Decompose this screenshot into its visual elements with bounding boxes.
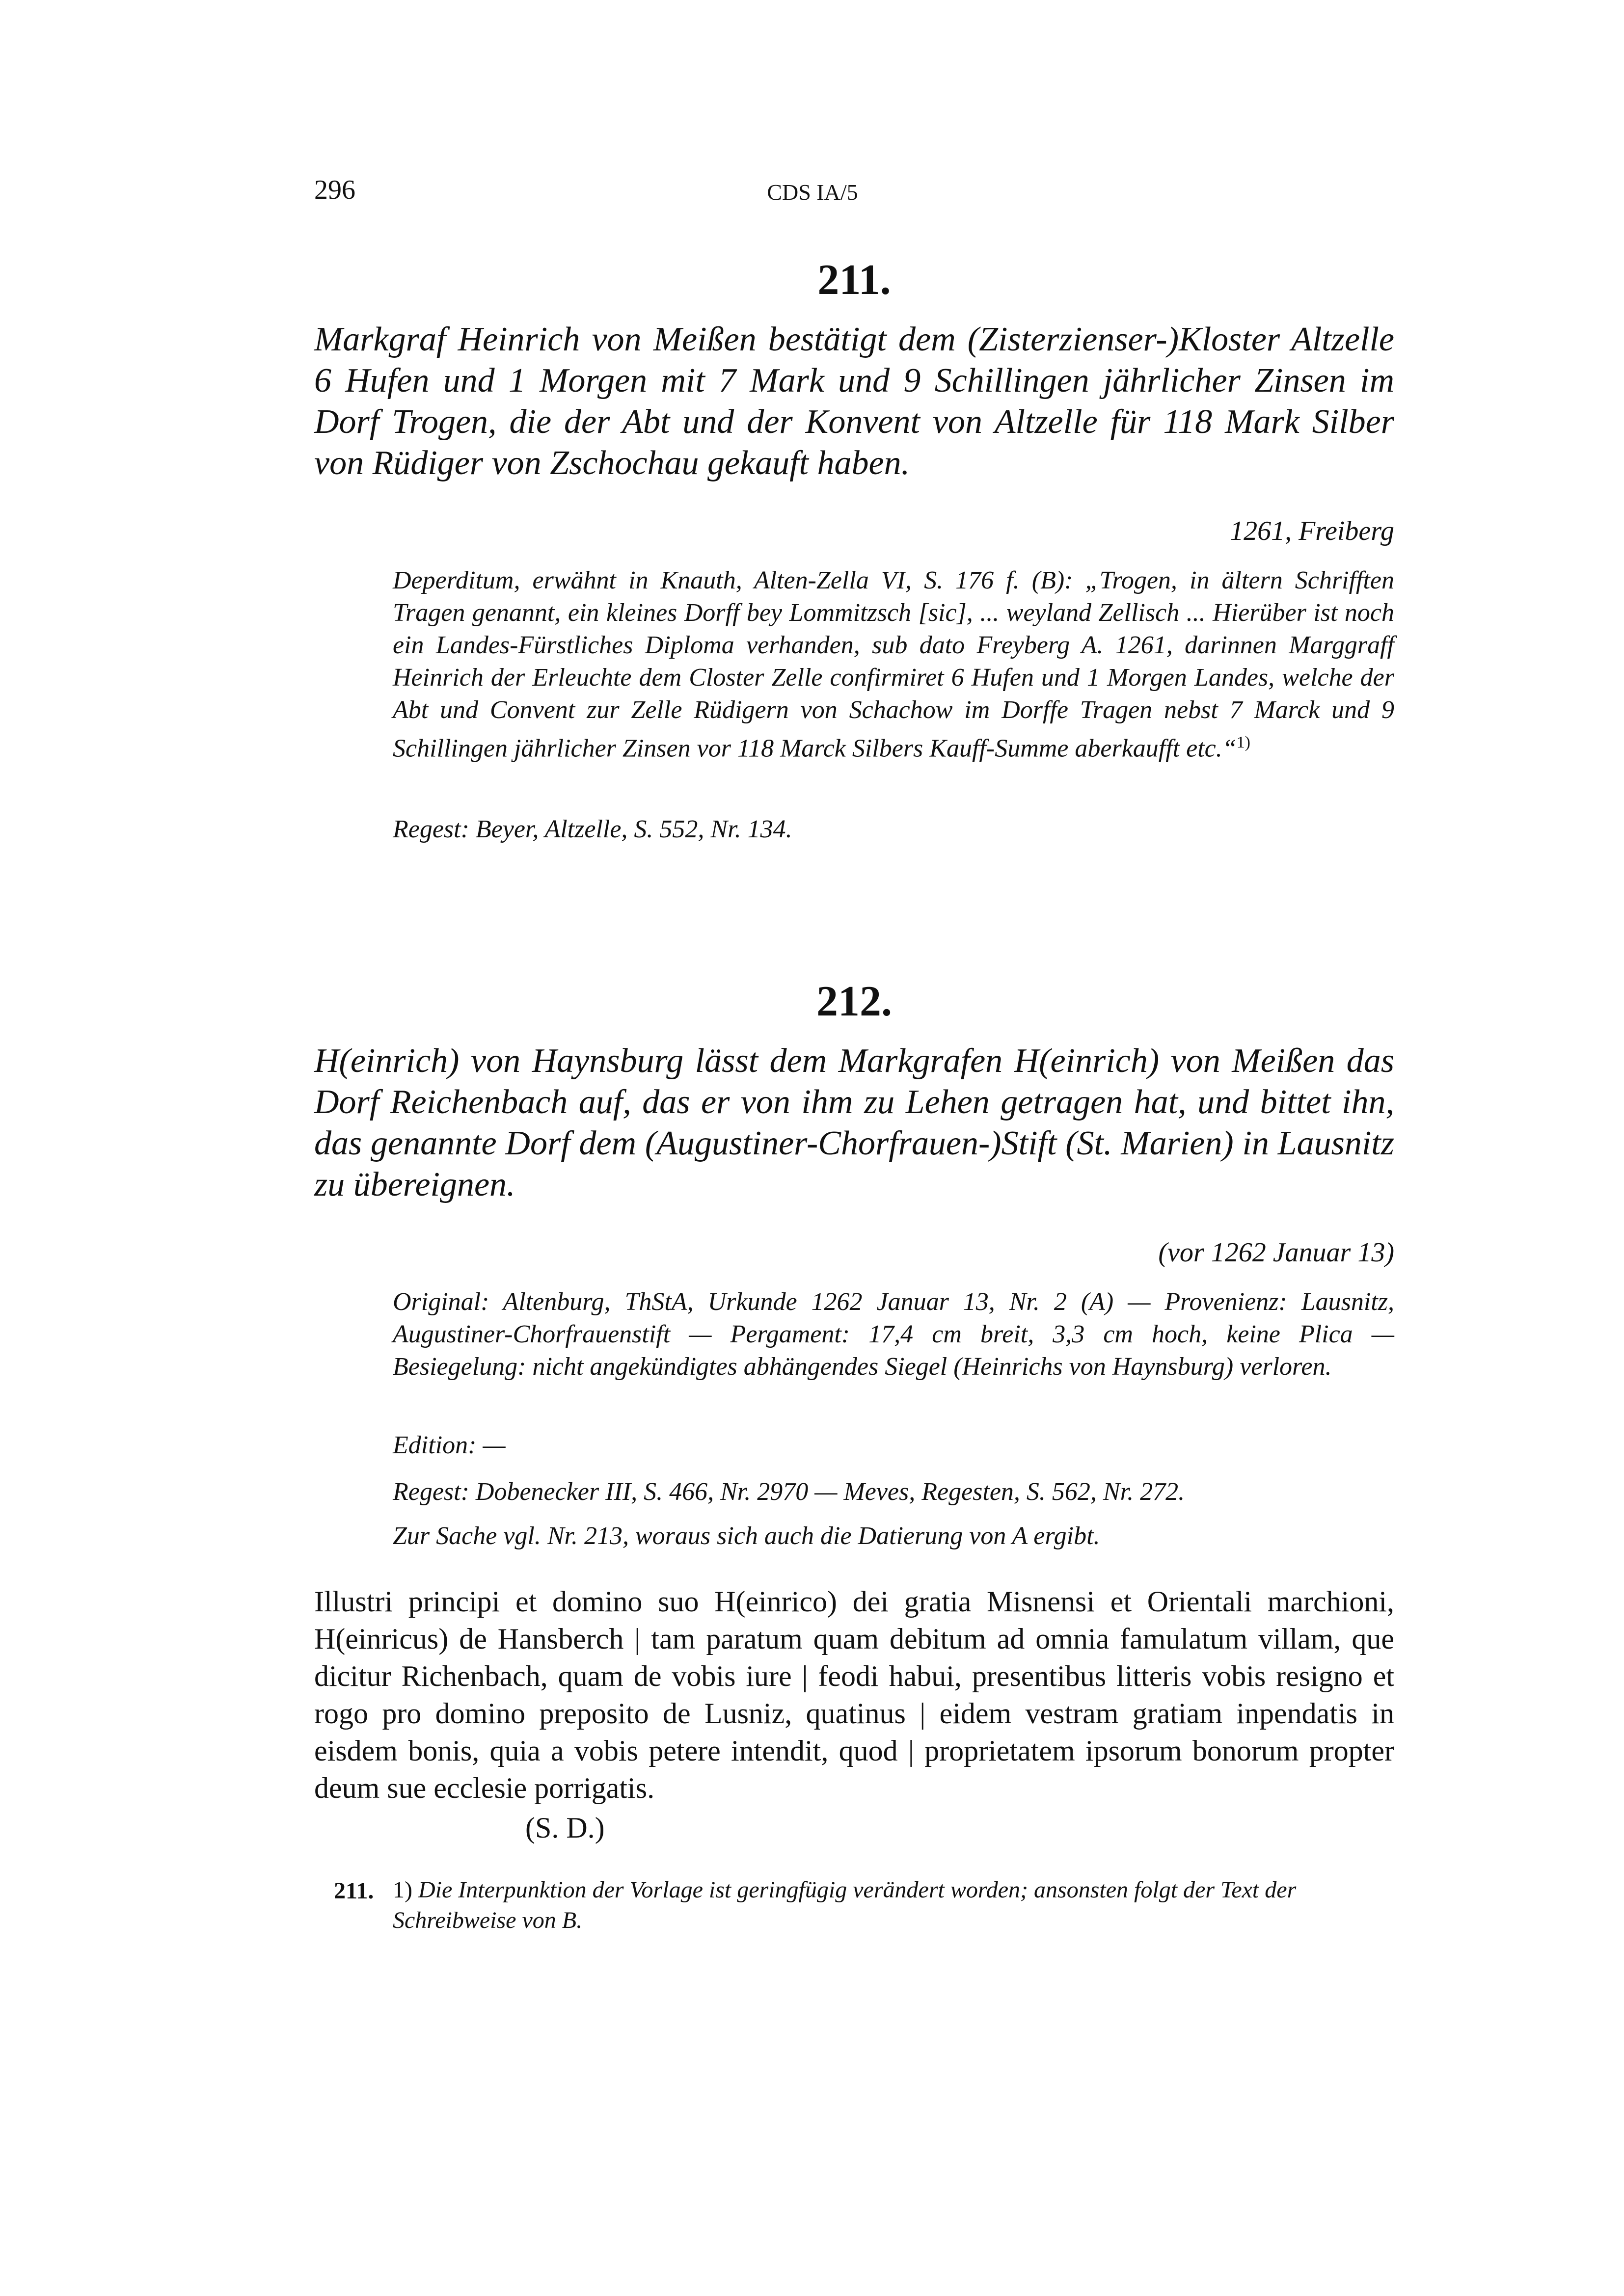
footnote-text [393,1875,1394,1936]
regest-212: Regest: Dobenecker III, S. 466, Nr. 2970 — Meves, Regesten, S. 562, Nr. 272. [393,1478,1185,1506]
page-number: 296 [314,175,355,205]
document-summary-212: H(einrich) von Haynsburg lässt dem Markgrafen H(einrich) von Meißen das Dorf Reichenbach auf, das er von ihm zu Lehen getragen hat, und bittet ihn, das genannte Dorf dem (Augustiner-Chorfrauen-)Stift (St. Marien) in Lausnitz zu übereignen. [314,1042,1394,1203]
footnote-body: Die Interpunktion der Vorlage ist geringfügig verändert worden; ansonsten folgt der Text der Schreibweise von B. [393,1877,1297,1933]
document-summary-211: Markgraf Heinrich von Meißen bestätigt dem (Zisterzienser-)Kloster Altzelle 6 Hufen und 1 Morgen mit 7 Mark und 9 Schillingen jährlicher Zinsen im Dorf Trogen, die der Abt und der Konvent von Altzelle für 118 Mark Silber von Rüdiger von Zschochau gekauft haben. [314,320,1394,482]
date-place-211: 1261, Freiberg [1230,516,1394,546]
edition-212: Edition: — [393,1431,506,1459]
sache-note-212: Zur Sache vgl. Nr. 213, woraus sich auch die Datierung von A ergibt. [393,1522,1100,1550]
regest-211: Regest: Beyer, Altzelle, S. 552, Nr. 134. [393,815,792,843]
original-description-212: Original: Altenburg, ThStA, Urkunde 1262 Januar 13, Nr. 2 (A) — Provenienz: Lausnitz, Augustiner-Chorfrauenstift — Pergament: 17,4 cm breit, 3,3 cm hoch, keine Plica — Besiegelung: nicht angekündigtes abhängendes Siegel (Heinrichs von Haynsburg) verloren. [393,1288,1394,1381]
footnote-marker: 1) [1236,733,1250,751]
deperditum-text: Deperditum, erwähnt in Knauth, Alten-Zella VI, S. 176 f. (B): „Trogen, in ältern Schrifften Tragen genannt, ein kleines Dorff bey Lommitzsch [sic], ... weyland Zellisch ... Hierüber ist noch ein Landes-Fürstliches Diploma verhanden, sub dato Freyberg A. 1261, darinnen Marggraff Heinrich der Erleuchte dem Closter Zelle confirmiret 6 Hufen und 1 Morgen Landes, welche der Abt und Convent zur Zelle Rüdigern von Schachow im Dorffe Tragen nebst 7 Marck und 9 Schillingen jährlicher Zinsen vor 118 Marck Silbers Kauff-Summe aberkaufft etc.“ [393,566,1394,763]
deperditum-note-211 [393,564,1394,765]
footnote-doc-number: 211. [334,1878,374,1904]
document-number-211: 211. [817,256,891,304]
document-number-212: 212. [816,978,892,1025]
footnote-marker: 1) [393,1877,412,1903]
charter-text-212: Illustri principi et domino suo H(einrico) dei gratia Misnensi et Orientali marchioni, H(einricus) de Hansberch | tam paratum quam debitum ad omnia famulatum villam, que dicitur Richenbach, quam de vobis iure | feodi habui, presentibus litteris vobis resigno et rogo pro domino preposito de Lusniz, quatinus | eidem vestram gratiam inpendatis in eisdem bonis, quia a vobis petere intendit, quod | proprietatem ipsorum bonorum propter deum sue ecclesie porrigatis. [314,1585,1394,1804]
running-title: CDS IA/5 [767,180,858,205]
seal-note: (S. D.) [525,1812,605,1844]
date-place-212: (vor 1262 Januar 13) [1158,1237,1394,1268]
